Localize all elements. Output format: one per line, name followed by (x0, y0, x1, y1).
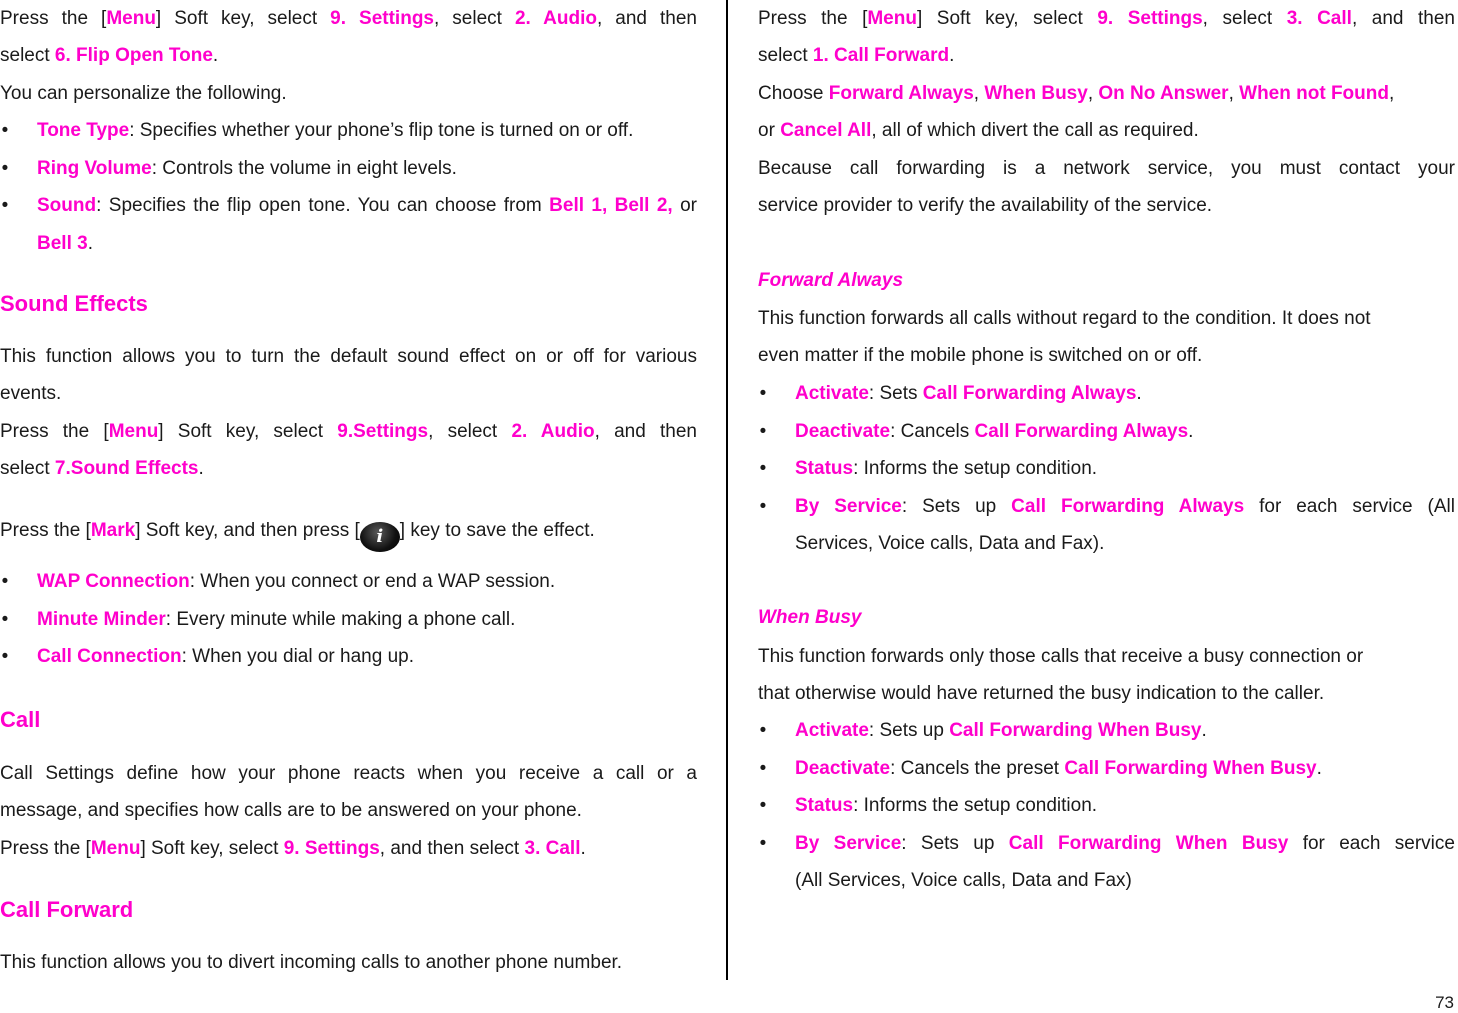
list-item: • Status: Informs the setup condition. (759, 795, 1098, 816)
list-item-cont: Services, Voice calls, Data and Fax). (795, 533, 1105, 554)
list-item: • Activate: Sets Call Forwarding Always. (759, 383, 1142, 404)
list-item: • Activate: Sets up Call Forwarding When Busy. (759, 720, 1207, 741)
forward-options: Choose Forward Always, When Busy, On No Answer, When not Found, (758, 83, 1395, 104)
call-heading: Call (0, 707, 41, 732)
list-item: • Deactivate: Cancels Call Forwarding Always. (759, 420, 1194, 442)
flip-tone-instruction-cont: select 6. Flip Open Tone. (0, 45, 219, 66)
sound-effects-instruction-cont: select 7.Sound Effects. (0, 458, 204, 479)
call-desc-cont: message, and specifies how calls are to be answered on your phone. (0, 800, 582, 821)
forward-options-cont: or Cancel All, all of which divert the call as required. (758, 120, 1199, 141)
sound-effects-heading: Sound Effects (0, 291, 148, 316)
list-item-cont: (All Services, Voice calls, Data and Fax) (795, 870, 1132, 891)
call-forward-instruction-cont: select 1. Call Forward. (758, 45, 955, 66)
list-item: • Ring Volume: Controls the volume in eight levels. (1, 157, 457, 179)
when-busy-desc-cont: that otherwise would have returned the busy indication to the caller. (758, 683, 1325, 704)
info-key-icon: i (360, 522, 400, 552)
network-service-note-cont: service provider to verify the availability of the service. (758, 195, 1213, 216)
call-desc: Call Settings define how your phone reacts when you receive a call or a (0, 763, 697, 784)
list-item: • WAP Connection: When you connect or end a WAP session. (1, 571, 556, 592)
flip-tone-options (0, 112, 697, 262)
column-divider (726, 0, 728, 980)
list-item: • By Service: Sets up Call Forwarding When Busy for each service (All Services, Voice calls, Data and Fax) (758, 825, 1455, 900)
network-service-note: Because call forwarding is a network service, you must contact your (758, 158, 1455, 179)
call-forward-heading: Call Forward (0, 897, 134, 922)
forward-always-desc: This function forwards all calls without regard to the condition. It does not (758, 308, 1371, 329)
list-item: • Minute Minder: Every minute while making a phone call. (1, 608, 516, 630)
list-item: • By Service: Sets up Call Forwarding Always for each service (All Services, Voice calls, Data and Fax). (758, 488, 1455, 563)
forward-always-heading: Forward Always (758, 270, 904, 291)
list-item: • Status: Informs the setup condition. (759, 458, 1098, 479)
call-instruction: Press the [Menu] Soft key, select 9. Settings, and then select 3. Call. (0, 838, 586, 859)
call-forward-instruction: Press the [Menu] Soft key, select 9. Settings, select 3. Call, and then (758, 8, 1455, 29)
flip-tone-instruction: Press the [Menu] Soft key, select 9. Settings, select 2. Audio, and then (0, 8, 697, 29)
list-item: • Call Connection: When you dial or hang up. (1, 646, 414, 667)
personalize-text: You can personalize the following. (0, 83, 287, 104)
forward-always-options (758, 375, 1455, 563)
save-effect-instruction: Press the [Mark] Soft key, and then press [ i ] key to save the effect. (0, 512, 595, 552)
sound-effect-options (0, 563, 697, 676)
list-item: • Deactivate: Cancels the preset Call Forwarding When Busy. (759, 757, 1322, 779)
forward-always-desc-cont: even matter if the mobile phone is switched on or off. (758, 345, 1203, 366)
sound-effects-instruction: Press the [Menu] Soft key, select 9.Settings, select 2. Audio, and then (0, 421, 697, 442)
page-number: 73 (1435, 993, 1454, 1012)
when-busy-desc: This function forwards only those calls that receive a busy connection or (758, 646, 1364, 667)
list-item: • Sound: Specifies the flip open tone. You can choose from Bell 1, Bell 2, or Bell 3. (1, 195, 697, 254)
sound-effects-desc: This function allows you to turn the default sound effect on or off for various (0, 346, 697, 367)
when-busy-heading: When Busy (758, 607, 862, 628)
list-item: • Tone Type: Specifies whether your phone’s flip tone is turned on or off. (1, 120, 634, 141)
when-busy-options (758, 712, 1455, 900)
sound-effects-desc-cont: events. (0, 383, 62, 404)
call-forward-desc: This function allows you to divert incoming calls to another phone number. (0, 952, 623, 973)
